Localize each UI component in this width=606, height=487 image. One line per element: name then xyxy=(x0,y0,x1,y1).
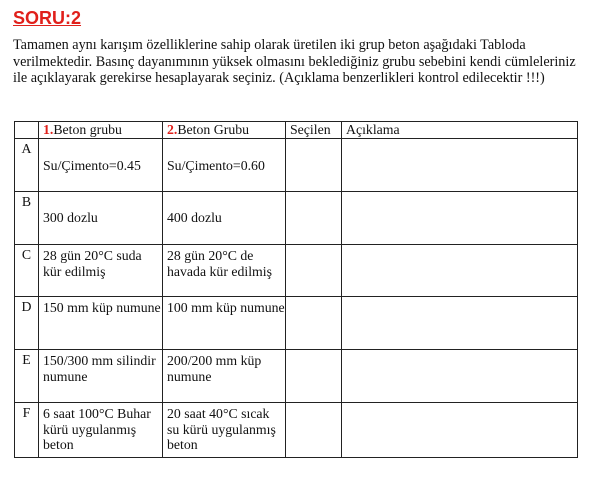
selected-cell[interactable] xyxy=(286,297,342,350)
row-label: C xyxy=(15,245,39,297)
table-row xyxy=(15,350,578,403)
selected-cell[interactable] xyxy=(286,139,342,192)
explanation-cell[interactable] xyxy=(342,350,578,403)
header-group-2 xyxy=(163,122,286,139)
group-2-cell: 28 gün 20°C de havada kür edilmiş xyxy=(163,245,286,297)
group-1-cell: 300 dozlu xyxy=(39,192,163,245)
selected-cell[interactable] xyxy=(286,192,342,245)
group-2-label: Beton Grubu xyxy=(177,122,250,137)
group-2-cell: 100 mm küp numune xyxy=(163,297,286,350)
row-label: B xyxy=(15,192,39,245)
table-header-row xyxy=(15,122,578,139)
selected-cell[interactable] xyxy=(286,403,342,458)
group-1-cell: 150 mm küp numune xyxy=(39,297,163,350)
question-title: SORU:2 xyxy=(13,8,82,28)
comparison-table xyxy=(14,121,578,458)
group-1-cell: Su/Çimento=0.45 xyxy=(39,139,163,192)
table-row xyxy=(15,403,578,458)
explanation-cell[interactable] xyxy=(342,139,578,192)
selected-cell[interactable] xyxy=(286,350,342,403)
group-2-cell: Su/Çimento=0.60 xyxy=(163,139,286,192)
group-2-cell: 200/200 mm küp numune xyxy=(163,350,286,403)
group-2-cell: 400 dozlu xyxy=(163,192,286,245)
group-1-cell: 150/300 mm silindir numune xyxy=(39,350,163,403)
group-1-cell: 28 gün 20°C suda kür edilmiş xyxy=(39,245,163,297)
group-1-label: Beton grubu xyxy=(53,122,122,137)
table-row xyxy=(15,245,578,297)
row-label: D xyxy=(15,297,39,350)
table-row xyxy=(15,139,578,192)
table-row xyxy=(15,192,578,245)
header-selected: Seçilen xyxy=(286,122,342,139)
question-text: Tamamen aynı karışım özelliklerine sahip olarak üretilen iki grup beton aşağıdaki Tabloda verilmektedir. Basınç dayanımının yüksek olmasını beklediğiniz grubu sebebini kendi cümleleriniz ile açıklayarak gerekirse hesaplayarak seçiniz. (Açıklama benzerlikleri kontrol edilecektir !!!) xyxy=(13,37,576,87)
group-1-number: 1. xyxy=(43,122,54,137)
table-row xyxy=(15,297,578,350)
group-1-cell: 6 saat 100°C Buhar kürü uygulanmış beton xyxy=(39,403,163,458)
group-2-number: 2. xyxy=(167,122,178,137)
explanation-cell[interactable] xyxy=(342,192,578,245)
explanation-cell[interactable] xyxy=(342,245,578,297)
explanation-cell[interactable] xyxy=(342,297,578,350)
explanation-cell[interactable] xyxy=(342,403,578,458)
group-2-cell: 20 saat 40°C sıcak su kürü uygulanmış beton xyxy=(163,403,286,458)
header-empty xyxy=(15,122,39,139)
header-explanation: Açıklama xyxy=(342,122,578,139)
row-label: E xyxy=(15,350,39,403)
row-label: F xyxy=(15,403,39,458)
selected-cell[interactable] xyxy=(286,245,342,297)
row-label: A xyxy=(15,139,39,192)
header-group-1 xyxy=(39,122,163,139)
